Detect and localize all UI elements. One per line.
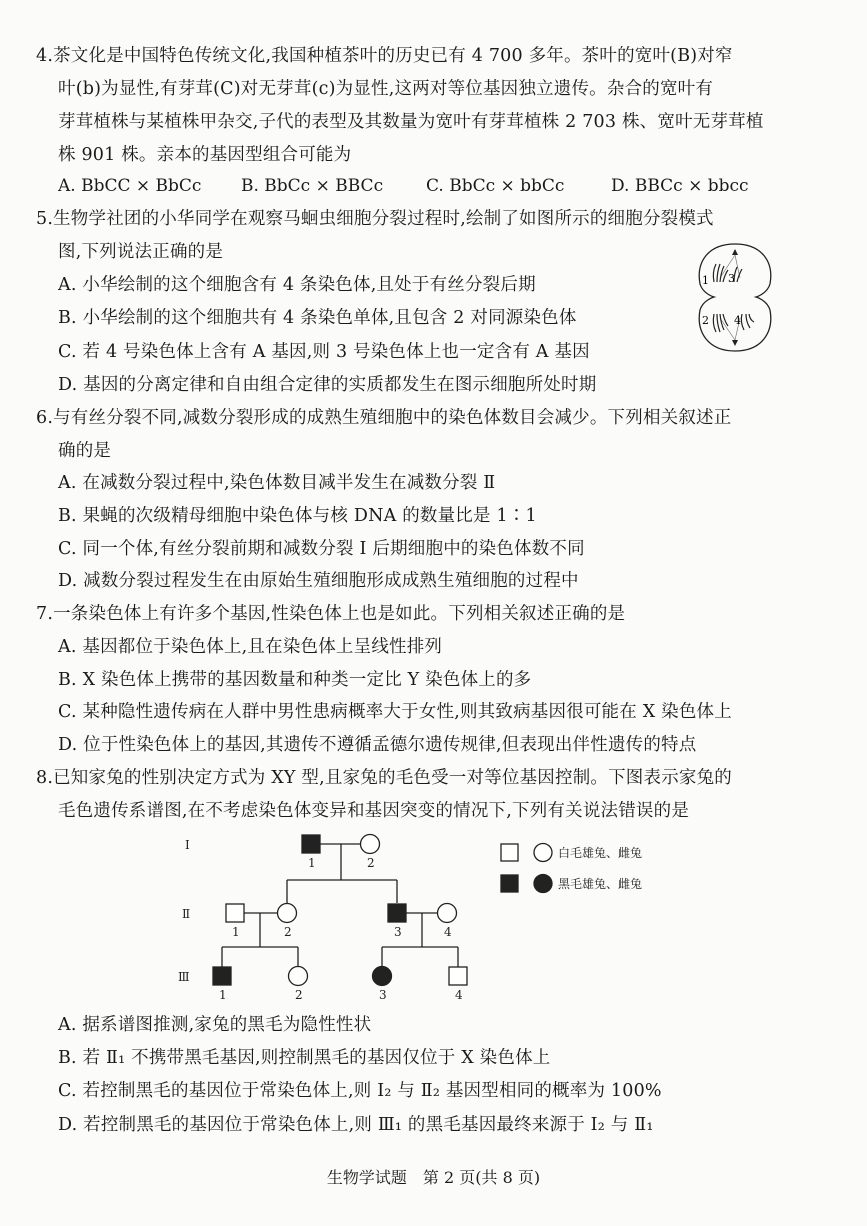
q6-option-d: D. 减数分裂过程发生在由原始生殖细胞形成成熟生殖细胞的过程中 — [58, 571, 579, 591]
pedigree-II2-white-female — [278, 904, 297, 923]
q8-option-a: A. 据系谱图推测,家兔的黑毛为隐性性状 — [58, 1015, 372, 1035]
legend-white-female — [534, 844, 552, 862]
figure-label-4: 4 — [734, 314, 741, 327]
q4-stem-line-1: 4.茶文化是中国特色传统文化,我国种植茶叶的历史已有 4 700 多年。茶叶的宽叶(B)对窄 — [36, 46, 733, 66]
q8-option-c: C. 若控制黑毛的基因位于常染色体上,则 Ⅰ₂ 与 Ⅱ₂ 基因型相同的概率为 100% — [58, 1081, 662, 1101]
individual-number: 3 — [379, 988, 387, 1002]
pedigree-II4-white-female — [438, 904, 457, 923]
q7-option-a: A. 基因都位于染色体上,且在染色体上呈线性排列 — [58, 637, 443, 657]
individual-number: 2 — [367, 856, 375, 870]
q5-stem-line-1: 5.生物学社团的小华同学在观察马蛔虫细胞分裂过程时,绘制了如图所示的细胞分裂模式 — [36, 209, 714, 229]
q7-option-c: C. 某种隐性遗传病在人群中男性患病概率大于女性,则其致病基因很可能在 X 染色体上 — [58, 702, 732, 722]
q4-option-d: D. BBCc × bbcc — [611, 176, 749, 196]
pedigree-III1-black-male — [213, 967, 231, 985]
legend-black-label: 黑毛雄兔、雌兔 — [558, 877, 643, 891]
generation-label-II: Ⅱ — [182, 907, 191, 921]
q6-option-a: A. 在减数分裂过程中,染色体数目减半发生在减数分裂 Ⅱ — [58, 473, 496, 493]
pedigree-III4-white-male — [449, 967, 467, 985]
individual-number: 1 — [308, 856, 316, 870]
q7-option-d: D. 位于性染色体上的基因,其遗传不遵循孟德尔遗传规律,但表现出伴性遗传的特点 — [58, 735, 697, 755]
legend-white-label: 白毛雄兔、雌兔 — [558, 846, 643, 860]
q4-stem-line-4: 株 901 株。亲本的基因型组合可能为 — [58, 145, 352, 165]
q4-option-a: A. BbCC × BbCc — [58, 176, 202, 196]
q6-stem-line-2: 确的是 — [58, 441, 112, 461]
q7-stem-line-1: 7.一条染色体上有许多个基因,性染色体上也是如此。下列相关叙述正确的是 — [36, 604, 626, 624]
pedigree-I1-black-male — [302, 835, 320, 853]
legend-white-male — [501, 844, 518, 861]
q5-option-b: B. 小华绘制的这个细胞共有 4 条染色单体,且包含 2 对同源染色体 — [58, 308, 577, 328]
q6-option-c: C. 同一个体,有丝分裂前期和减数分裂 Ⅰ 后期细胞中的染色体数不同 — [58, 539, 585, 559]
q8-stem-line-2: 毛色遗传系谱图,在不考虑染色体变异和基因突变的情况下,下列有关说法错误的是 — [58, 801, 690, 821]
q8-stem-line-1: 8.已知家兔的性别决定方式为 XY 型,且家兔的毛色受一对等位基因控制。下图表示家兔的 — [36, 768, 732, 788]
legend-black-female — [534, 875, 552, 893]
individual-number: 1 — [219, 988, 227, 1002]
q4-options — [58, 174, 838, 198]
individual-number: 4 — [455, 988, 463, 1002]
q5-stem-line-2: 图,下列说法正确的是 — [58, 242, 224, 262]
figure-label-3: 3 — [728, 272, 735, 285]
pedigree-II3-black-male — [388, 904, 406, 922]
q5-option-a: A. 小华绘制的这个细胞含有 4 条染色体,且处于有丝分裂后期 — [58, 275, 536, 295]
q4-stem-line-3: 芽茸植株与某植株甲杂交,子代的表型及其数量为宽叶有芽茸植株 2 703 株、宽叶无芽茸植 — [58, 112, 764, 132]
individual-number: 4 — [444, 925, 452, 939]
generation-label-I: Ⅰ — [185, 838, 190, 852]
cell-division-figure — [690, 240, 780, 355]
individual-number: 2 — [284, 925, 292, 939]
q8-option-d: D. 若控制黑毛的基因位于常染色体上,则 Ⅲ₁ 的黑毛基因最终来源于 Ⅰ₂ 与 Ⅱ₁ — [58, 1115, 654, 1135]
pedigree-III2-white-female — [289, 967, 308, 986]
page-footer: 生物学试题 第 2 页(共 8 页) — [326, 1168, 541, 1187]
q4-option-c: C. BbCc × bbCc — [426, 176, 565, 196]
q5-option-d: D. 基因的分离定律和自由组合定律的实质都发生在图示细胞所处时期 — [58, 375, 597, 395]
q7-option-b: B. X 染色体上携带的基因数量和种类一定比 Y 染色体上的多 — [58, 670, 532, 690]
figure-label-1: 1 — [702, 274, 709, 287]
generation-label-III: Ⅲ — [178, 970, 190, 984]
pedigree-II1-white-male — [226, 904, 244, 922]
individual-number: 2 — [295, 988, 303, 1002]
q4-stem-line-2: 叶(b)为显性,有芽茸(C)对无芽茸(c)为显性,这两对等位基因独立遗传。杂合的宽叶有 — [58, 79, 714, 99]
q5-option-c: C. 若 4 号染色体上含有 A 基因,则 3 号染色体上也一定含有 A 基因 — [58, 342, 590, 362]
individual-number: 3 — [394, 925, 402, 939]
figure-label-2: 2 — [702, 314, 709, 327]
pedigree-I2-white-female — [361, 835, 380, 854]
legend-black-male — [501, 875, 518, 892]
q6-stem-line-1: 6.与有丝分裂不同,减数分裂形成的成熟生殖细胞中的染色体数目会减少。下列相关叙述正 — [36, 408, 732, 428]
pedigree-chart — [170, 825, 690, 1010]
q8-option-b: B. 若 Ⅱ₁ 不携带黑毛基因,则控制黑毛的基因仅位于 X 染色体上 — [58, 1048, 551, 1068]
q6-option-b: B. 果蝇的次级精母细胞中染色体与核 DNA 的数量比是 1∶1 — [58, 506, 537, 526]
q4-option-b: B. BbCc × BBCc — [241, 176, 384, 196]
individual-number: 1 — [232, 925, 240, 939]
pedigree-III3-black-female — [373, 967, 392, 986]
